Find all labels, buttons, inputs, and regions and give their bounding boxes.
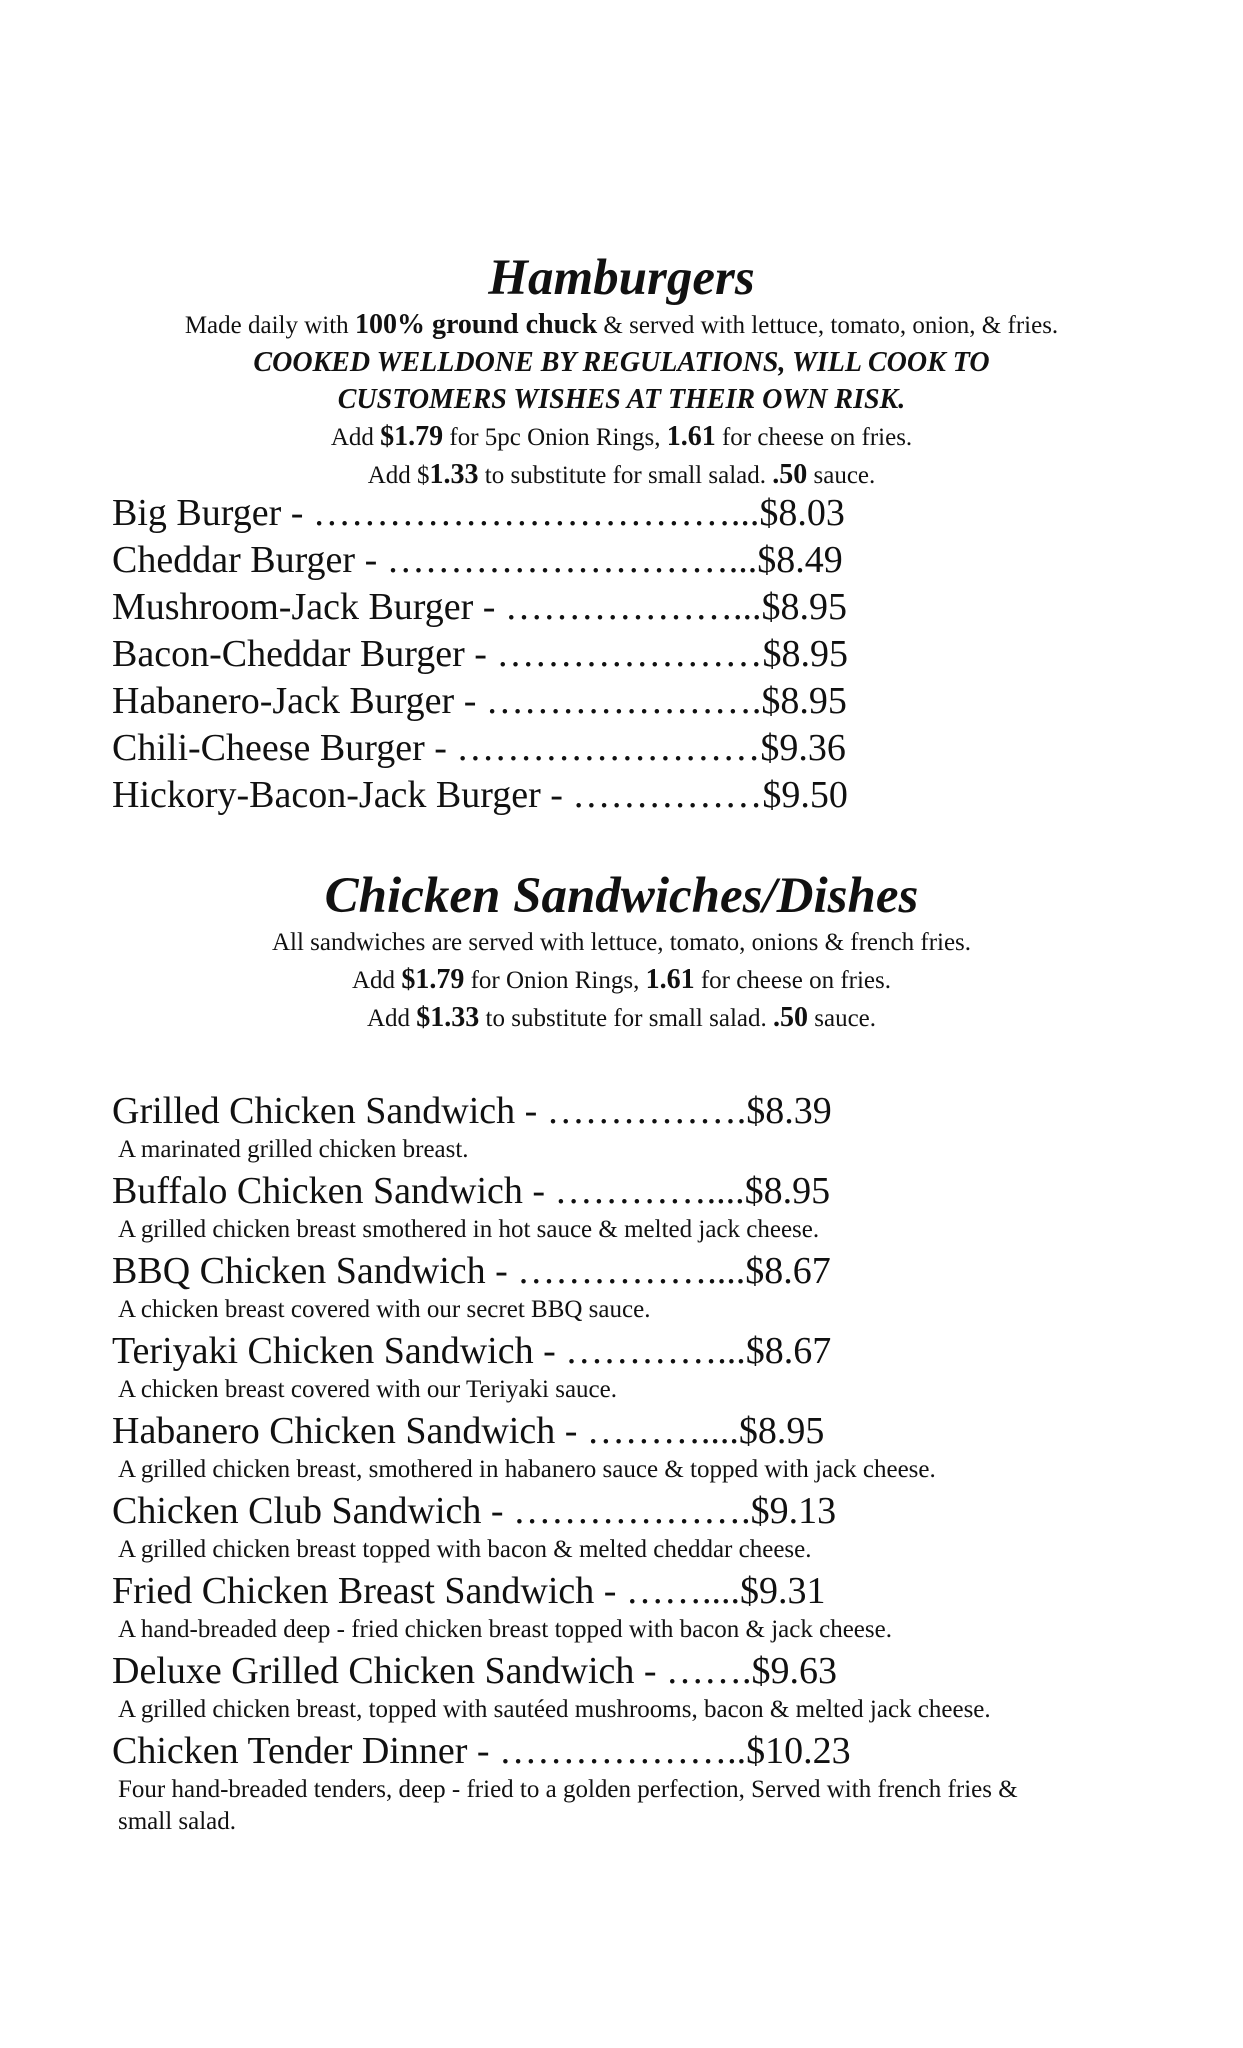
item-price: $8.95 xyxy=(738,1410,825,1452)
item-name: Habanero Chicken Sandwich - xyxy=(112,1410,587,1452)
item-name: BBQ Chicken Sandwich - xyxy=(112,1250,518,1292)
item-price: $9.63 xyxy=(751,1650,838,1692)
item-leader: …………… xyxy=(572,774,763,816)
addon-text: for cheese on fries. xyxy=(694,967,891,995)
item-name: Hickory-Bacon-Jack Burger - xyxy=(112,774,573,816)
addon-line xyxy=(0,999,1243,1037)
item-leader: …………………. xyxy=(485,680,762,722)
addon-line xyxy=(0,961,1243,999)
addon-text: sauce. xyxy=(808,1005,877,1033)
addon-line xyxy=(0,418,1243,456)
menu-item xyxy=(112,584,1162,631)
item-description: A grilled chicken breast, topped with sautéed mushrooms, bacon & melted jack cheese. xyxy=(118,1696,991,1723)
menu-item xyxy=(112,772,1162,819)
addon-price: .50 xyxy=(773,1002,808,1034)
chicken-title: Chicken Sandwiches/Dishes xyxy=(324,868,919,924)
item-price: $9.50 xyxy=(762,774,848,816)
item-name: Big Burger - xyxy=(112,492,313,534)
menu-item xyxy=(112,1328,1162,1406)
intro-bold: 100% ground chuck xyxy=(354,309,598,341)
item-price: $9.31 xyxy=(739,1570,826,1612)
menu-item xyxy=(112,678,1162,725)
item-leader: ……………. xyxy=(546,1090,747,1132)
item-leader: …….... xyxy=(625,1570,740,1612)
addon-price: $1.79 xyxy=(401,964,465,996)
item-description: A marinated grilled chicken breast. xyxy=(118,1136,469,1163)
item-leader: ………………. xyxy=(513,1490,751,1532)
item-description: A hand-breaded deep - fried chicken breast topped with bacon & jack cheese. xyxy=(118,1616,892,1643)
menu-item xyxy=(112,1408,1162,1486)
item-price: $9.13 xyxy=(750,1490,837,1532)
menu-item xyxy=(112,1088,1162,1166)
menu-item xyxy=(112,1568,1162,1646)
item-leader: ……. xyxy=(666,1650,752,1692)
item-name: Chicken Tender Dinner - xyxy=(112,1730,500,1772)
intro-text: Made daily with xyxy=(184,312,355,340)
chicken-list xyxy=(112,1088,1162,1840)
menu-item xyxy=(112,1648,1162,1726)
item-line xyxy=(112,1168,1162,1214)
hamburgers-intro xyxy=(0,306,1243,344)
item-name: Fried Chicken Breast Sandwich - xyxy=(112,1570,626,1612)
addon-text: to substitute for small salad. xyxy=(479,1005,773,1033)
item-price: $8.95 xyxy=(761,680,847,722)
hamburgers-section xyxy=(0,250,1243,816)
item-leader: ………………………... xyxy=(386,539,758,581)
item-line xyxy=(112,1328,1162,1374)
item-line xyxy=(112,1088,1162,1134)
item-name: Cheddar Burger - xyxy=(112,539,387,581)
addon-text: Add xyxy=(352,967,402,995)
item-price: $8.67 xyxy=(745,1330,832,1372)
item-description: A grilled chicken breast topped with bacon & melted cheddar cheese. xyxy=(118,1536,812,1563)
item-name: Mushroom-Jack Burger - xyxy=(112,586,505,628)
addon-text: to substitute for small salad. xyxy=(478,462,773,490)
item-description: A grilled chicken breast smothered in hot sauce & melted jack cheese. xyxy=(118,1216,820,1243)
menu-item xyxy=(112,631,1162,678)
item-description: A chicken breast covered with our Teriyaki sauce. xyxy=(118,1376,617,1403)
item-price: $8.49 xyxy=(757,539,843,581)
item-price: $10.23 xyxy=(746,1730,851,1772)
item-price: $8.03 xyxy=(759,492,845,534)
addon-price: 1.61 xyxy=(666,421,716,453)
warning-line: CUSTOMERS WISHES AT THEIR OWN RISK. xyxy=(337,384,906,416)
menu-item xyxy=(112,1488,1162,1566)
addon-text: Add xyxy=(330,424,381,452)
warning-line: COOKED WELLDONE BY REGULATIONS, WILL COOK TO xyxy=(253,347,990,379)
item-leader: ………….... xyxy=(554,1170,745,1212)
addon-price: $1.79 xyxy=(380,421,444,453)
addon-price: .50 xyxy=(772,459,808,491)
menu-item xyxy=(112,1248,1162,1326)
item-leader: ……………….. xyxy=(499,1730,747,1772)
menu-item xyxy=(112,537,1162,584)
item-name: Grilled Chicken Sandwich - xyxy=(112,1090,547,1132)
chicken-intro: All sandwiches are served with lettuce, tomato, onions & french fries. xyxy=(271,929,972,957)
menu-item xyxy=(112,725,1162,772)
addon-text: for cheese on fries. xyxy=(715,424,913,452)
addon-text: sauce. xyxy=(807,462,876,490)
addon-line xyxy=(0,456,1243,494)
addon-text: for Onion Rings, xyxy=(464,967,646,995)
item-leader: ………………… xyxy=(496,633,763,675)
chicken-section xyxy=(0,868,1243,1835)
intro-text: & served with lettuce, tomato, onion, & fries. xyxy=(597,312,1059,340)
item-line xyxy=(112,1248,1162,1294)
burger-list xyxy=(112,490,1162,819)
item-line xyxy=(112,1648,1162,1694)
item-name: Chili-Cheese Burger - xyxy=(112,727,457,769)
item-description: A grilled chicken breast, smothered in habanero sauce & topped with jack cheese. xyxy=(118,1456,936,1483)
item-name: Buffalo Chicken Sandwich - xyxy=(112,1170,555,1212)
item-description: Four hand-breaded tenders, deep - fried to a golden perfection, Served with french fries & small salad. xyxy=(118,1776,1018,1835)
menu-item xyxy=(112,1168,1162,1246)
item-leader: …………………… xyxy=(456,727,761,769)
item-price: $8.95 xyxy=(761,586,847,628)
item-line xyxy=(112,1728,1162,1774)
addon-price: 1.61 xyxy=(645,964,695,996)
addon-price: 1.33 xyxy=(429,459,479,491)
item-price: $8.39 xyxy=(746,1090,832,1132)
item-price: $8.95 xyxy=(744,1170,831,1212)
item-leader: …………... xyxy=(565,1330,746,1372)
item-name: Chicken Club Sandwich - xyxy=(112,1490,514,1532)
hamburgers-title: Hamburgers xyxy=(488,250,755,306)
item-line xyxy=(112,1488,1162,1534)
item-leader: ……….... xyxy=(586,1410,739,1452)
item-description: A chicken breast covered with our secret BBQ sauce. xyxy=(118,1296,651,1323)
item-price: $8.67 xyxy=(745,1250,831,1292)
item-line xyxy=(112,1408,1162,1454)
item-leader: ………………... xyxy=(504,586,762,628)
item-price: $9.36 xyxy=(760,727,846,769)
item-leader: …………….... xyxy=(517,1250,746,1292)
item-name: Deluxe Grilled Chicken Sandwich - xyxy=(112,1650,667,1692)
item-name: Teriyaki Chicken Sandwich - xyxy=(112,1330,566,1372)
item-line xyxy=(112,1568,1162,1614)
item-name: Bacon-Cheddar Burger - xyxy=(112,633,497,675)
item-price: $8.95 xyxy=(762,633,848,675)
item-leader: ……………………………... xyxy=(312,492,760,534)
item-name: Habanero-Jack Burger - xyxy=(112,680,486,722)
addon-text: for 5pc Onion Rings, xyxy=(443,424,667,452)
addon-text: Add $ xyxy=(367,462,430,490)
addon-price: $1.33 xyxy=(416,1002,480,1034)
addon-text: Add xyxy=(366,1005,417,1033)
menu-item xyxy=(112,1728,1162,1838)
menu-item xyxy=(112,490,1162,537)
